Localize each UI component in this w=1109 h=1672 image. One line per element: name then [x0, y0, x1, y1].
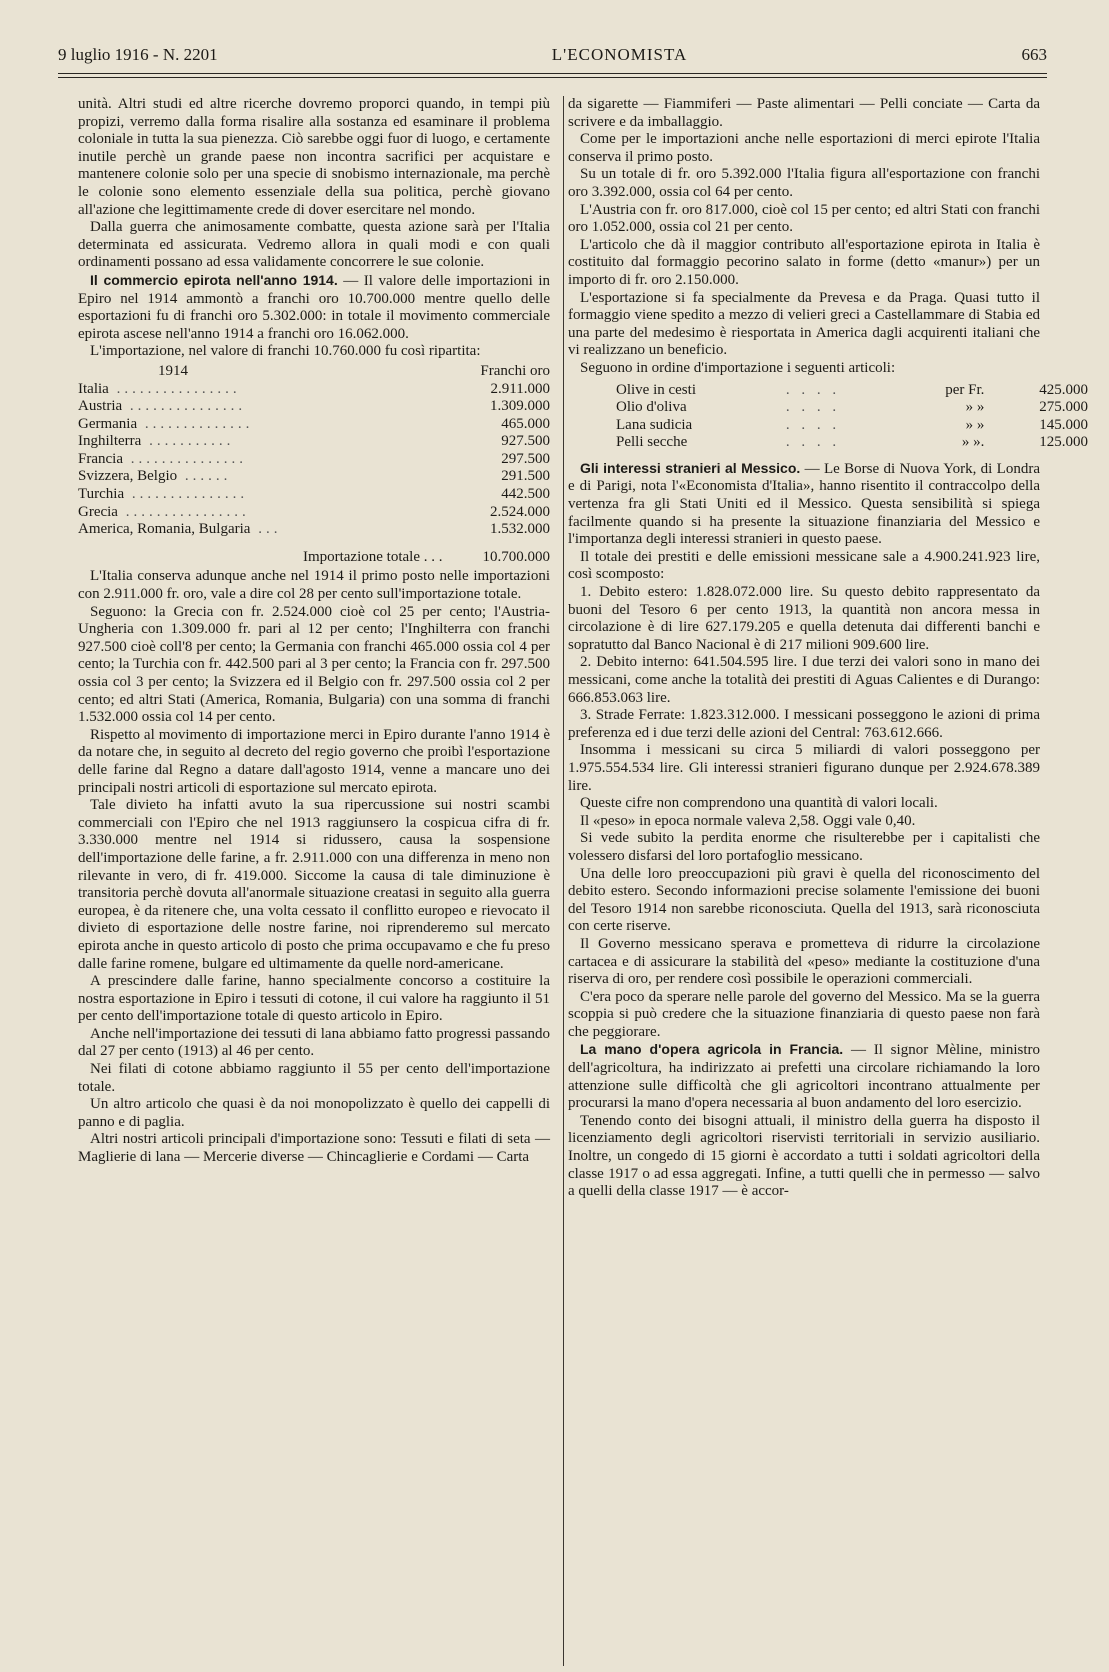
issue-date: 9 luglio 1916 - N. 2201 — [58, 45, 218, 64]
column-divider — [563, 96, 564, 1666]
paragraph: unità. Altri studi ed altre ricerche dovremo proporci quando, in tempi più propizi, verremo dalla forma risalire alla sostanza ed esaminare il problema coloniale in tutta la sua pienezza. Ciò sarebbe oggi fuor di luogo, e certamente inutile perchè un grande paese non incontra sacrifici per acquistare e mantenere colonie solo per una specie di snobismo internazionale, ma perchè le colonie sono elemento essenziale della sua politica, perchè giovano all'azione che legittimamente crede di dover esercitare nel mondo. — [78, 96, 550, 218]
paragraph: Su un totale di fr. oro 5.392.000 l'Italia figura all'esportazione con franchi oro 3.392.000, ossia col 64 per cento. — [568, 166, 1040, 200]
paragraph: Un altro articolo che quasi è da noi monopolizzato è quello dei cappelli di panno e di paglia. — [78, 1096, 550, 1130]
table-row — [78, 521, 550, 539]
paragraph: 2. Debito interno: 641.504.595 lire. I due terzi dei valori sono in mano dei messicani, come anche la totalità dei prestiti di Aguas Calientes e di Durango: 666.853.063 lire. — [568, 654, 1040, 706]
paragraph: A prescindere dalle farine, hanno specialmente concorso a costituire la nostra esportazione in Epiro i tessuti di cotone, il cui valore ha raggiunto il 51 per cento dell'importazione totale di questo articolo in Epiro. — [78, 973, 550, 1025]
section-messico — [568, 460, 1040, 549]
country-name: Turchia — [78, 486, 125, 503]
leader-dots: . . . . — [785, 399, 841, 416]
country-name: America, Romania, Bulgaria — [78, 521, 251, 538]
article-name: Olive in cesti — [616, 381, 696, 398]
paragraph: Altri nostri articoli principali d'importazione sono: Tessuti e filati di seta — Maglierie di lana — Mercerie diverse — Chincaglierie e Cordami — Carta — [78, 1131, 550, 1166]
country-cell — [78, 416, 443, 434]
paragraph: L'esportazione si fa specialmente da Prevesa e da Praga. Quasi tutto il formaggio viene spedito a mezzo di velieri greci a Castellammare di Stabia ed una parte del medesimo è riesportata in America dagli acquirenti italiani che vi realizzano un beneficio. — [568, 289, 1040, 359]
country-name: Germania — [78, 415, 138, 432]
table-row — [78, 433, 550, 451]
paragraph: Il Governo messicano sperava e prometteva di ridurre la circolazione cartacea e di assicurare la stabilità del «peso» mediante la costituzione d'una riserva di oro, per rendere così possibile le operazioni commerciali. — [568, 935, 1040, 988]
paragraph: Seguono in ordine d'importazione i seguenti articoli: — [580, 359, 896, 376]
leader-dots: ................ — [117, 503, 250, 520]
leader-dots: ............... — [122, 398, 247, 415]
value-cell: 1.532.000 — [490, 521, 550, 538]
total-label: Importazione totale . . . — [302, 548, 443, 565]
value-cell: 465.000 — [501, 415, 550, 432]
value-cell: 297.500 — [501, 450, 550, 467]
article-name: Pelli secche — [616, 434, 688, 451]
currency-marker: per Fr. — [945, 381, 985, 398]
leader-dots: . . . . — [785, 416, 841, 433]
leader-dots: .............. — [137, 415, 254, 432]
table-row — [78, 451, 550, 469]
leader-dots: ............... — [124, 486, 249, 503]
section-intro: — Il valore delle importazioni in Epiro nel 1914 ammontò a franchi oro 10.700.000 mentre quello delle esportazioni fu di franchi oro 5.302.000: in totale il movimento commerciale epirota ascese nell'anno 1914 a franchi oro 16.062.000. — [78, 272, 550, 342]
value-cell: 291.500 — [501, 468, 550, 485]
paragraph: Tenendo conto dei bisogni attuali, il ministro della guerra ha disposto il licenziamento degli agricoltori riservisti territoriali in servizio ausiliario. Inoltre, un congedo di 15 giorni è accordato a tutti i soldati agricoltori della classe 1917 o ad essa aggregati. Infine, a tutti quelli che in permesso — salvo a quelli della classe 1917 — è accor- — [568, 1112, 1040, 1200]
country-name: Italia — [78, 380, 109, 397]
table-row — [78, 416, 550, 434]
paragraph: Il totale dei prestiti e delle emissioni messicane sale a 4.900.241.923 lire, così scomposto: — [568, 548, 1040, 583]
section-epiro — [78, 272, 550, 343]
country-name: Svizzera, Belgio — [78, 468, 178, 485]
article-value: 275.000 — [1039, 399, 1088, 416]
paragraph: L'Italia conserva adunque anche nel 1914 il primo posto nelle importazioni con 2.911.000 fr. oro, vale a dire col 28 per cento sull'importazione totale. — [78, 568, 550, 603]
right-column — [568, 96, 1088, 1201]
table-total — [78, 549, 550, 567]
leader-dots: ................ — [108, 380, 241, 397]
article-value: 125.000 — [1039, 434, 1088, 451]
paragraph: Dalla guerra che animosamente combatte, questa azione sarà per l'Italia determinata ed assicurata. Vedremo allora in quali modi e con quali ordinamenti possano ad essa validamente concorrere le sue colonie. — [78, 219, 550, 271]
left-column — [78, 96, 550, 1167]
header-rule-thin — [58, 77, 1047, 78]
article-row — [616, 399, 1088, 417]
leader-dots: ...... — [177, 468, 232, 485]
article-row — [616, 417, 1088, 435]
article-name: Olio d'oliva — [616, 399, 687, 416]
table-row — [78, 468, 550, 486]
country-cell — [78, 451, 443, 469]
section-title: Gli interessi stranieri al Messico. — [580, 459, 801, 476]
value-cell: 2.911.000 — [490, 380, 550, 397]
section-intro: — Le Borse di Nuova York, di Londra e di Parigi, nota l'«Economista d'Italia», hanno risentito il contraccolpo della vertenza fra gli Stati Uniti ed il Messico. Questa sensibilità si spiega facilmente quando si ha presente la situazione finanziaria del Messico e l'importanza degli interessi stranieri in questo paese. — [568, 460, 1041, 548]
paragraph: Si vede subito la perdita enorme che risulterebbe per i capitalisti che volessero disfarsi del loro portafoglio messicano. — [568, 830, 1040, 864]
country-cell — [78, 521, 443, 539]
country-cell — [78, 486, 443, 504]
country-cell — [78, 468, 443, 486]
table-header — [78, 361, 550, 381]
paragraph: L'Austria con fr. oro 817.000, cioè col 15 per cento; ed altri Stati con franchi oro 1.052.000, ossia col 21 per cento. — [568, 201, 1040, 236]
article-row — [616, 382, 1088, 400]
import-table — [78, 381, 550, 539]
currency-marker: » » — [965, 399, 985, 416]
article-name: Lana sudicia — [616, 416, 693, 433]
country-name: Grecia — [78, 503, 118, 520]
value-cell: 2.524.000 — [490, 503, 550, 520]
paragraph: C'era poco da sperare nelle parole del governo del Messico. Ma se la guerra scoppia si può credere che la situazione finanziaria di questo paese non farà che peggiorare. — [568, 988, 1040, 1040]
paragraph: 3. Strade Ferrate: 1.823.312.000. I messicani posseggono le azioni di prima preferenza ed i due terzi delle azioni del Central: 763.612.666. — [568, 707, 1040, 741]
currency-marker: » ». — [961, 434, 985, 451]
country-cell — [78, 398, 443, 416]
section-intro: — Il signor Mèline, ministro dell'agricoltura, ha indirizzato ai prefetti una circolare richiamando la loro attenzione sulle difficoltà che gli agricoltori incontrano attualmente per procurarsi la mano d'opera necessaria al buon andamento del loro esercizio. — [568, 1042, 1041, 1112]
table-row — [78, 486, 550, 504]
paragraph: Seguono: la Grecia con fr. 2.524.000 cioè col 25 per cento; l'Austria-Ungheria con 1.309.000 fr. pari al 12 per cento; l'Inghilterra con franchi 927.500 cioè coll'8 per cento; la Germania con franchi 465.000 ossia col 4 per cento; la Turchia con fr. 442.500 pari al 3 per cento; la Francia con fr. 297.500 ossia col 3 per cento; la Svizzera ed il Belgio con fr. 297.500 ossia col 2 per cento; ed altri Stati (America, Romania, Bulgaria) con una somma di franchi 1.532.000 ossia col 14 per cento. — [78, 603, 550, 726]
paragraph: da sigarette — Fiammiferi — Paste alimentari — Pelli conciate — Carta da scrivere e da imballaggio. — [568, 96, 1040, 130]
paragraph: Anche nell'importazione dei tessuti di lana abbiamo fatto progressi passando dal 27 per cento (1913) al 46 per cento. — [78, 1025, 550, 1060]
section-title: La mano d'opera agricola in Francia. — [580, 1041, 844, 1058]
paragraph: L'articolo che dà il maggior contributo all'esportazione epirota in Italia è costituito dal formaggio pecorino salato in forme (detto «manur») per un importo di fr. oro 2.150.000. — [568, 236, 1040, 288]
table-row — [78, 398, 550, 416]
country-cell — [78, 504, 443, 522]
country-name: Inghilterra — [78, 433, 142, 450]
paragraph: Queste cifre non comprendono una quantità di valori locali. — [580, 795, 938, 812]
article-value: 145.000 — [1039, 416, 1088, 433]
leader-dots: ... — [250, 521, 282, 538]
paragraph: Rispetto al movimento di importazione merci in Epiro durante l'anno 1914 è da notare che, in seguito al decreto del regio governo che proibì l'esportazione delle farine dal Regno a datare dall'agosto 1914, venne a mancare uno dei principali nostri articoli di esportazione sul mercato epirota. — [78, 726, 550, 796]
journal-title: L'ECONOMISTA — [551, 45, 688, 64]
header-rule — [58, 73, 1047, 74]
section-francia — [568, 1041, 1040, 1112]
paragraph: Nei filati di cotone abbiamo raggiunto il 55 per cento dell'importazione totale. — [78, 1061, 550, 1095]
table-row — [78, 381, 550, 399]
country-name: Francia — [78, 450, 123, 467]
paragraph: 1. Debito estero: 1.828.072.000 lire. Su questo debito rappresentato da buoni del Tesoro 6 per cento 1913, la quantità non ancora messa in circolazione è di lire 627.179.205 e quella detenuta dai differenti banchi e sopratutto dal Banco Nacional è di 217 milioni 909.600 lire. — [568, 584, 1040, 653]
page-header — [58, 42, 1047, 68]
total-value: 10.700.000 — [482, 548, 550, 565]
paragraph: Tale divieto ha infatti avuto la sua ripercussione sui nostri scambi commerciali con l'Epiro che nel 1913 raggiunsero la cospicua cifra di fr. 3.330.000 mentre nel 1914 si ridussero, causa la sospensione dell'importazione delle farine, a fr. 2.911.000 con una differenza in meno non rilevante in vero, di fr. 419.000. Siccome la causa di tale diminuzione è transitoria perchè dovuta all'anormale situazione creatasi in seguito alla guerra europea, è da ritenere che, una volta cessato il conflitto europeo e rievocato il divieto di esportazione delle nostre farine, noi riprenderemo sul mercato epirota anche in questo articolo di posto che prima occupavamo e che fu preso dalle farine romene, bulgare ed ultimamente da quelle nord-americane. — [78, 797, 550, 972]
country-name: Austria — [78, 398, 123, 415]
article-row — [616, 434, 1088, 452]
country-cell — [78, 433, 443, 451]
paragraph: L'importazione, nel valore di franchi 10.760.000 fu così ripartita: — [90, 343, 481, 360]
paragraph: Come per le importazioni anche nelle esportazioni di merci epirote l'Italia conserva il primo posto. — [568, 131, 1040, 165]
leader-dots: ........... — [141, 433, 235, 450]
currency-marker: » » — [965, 416, 985, 433]
page-number: 663 — [1021, 45, 1047, 64]
table-header-unit: Franchi oro — [480, 362, 550, 379]
value-cell: 927.500 — [501, 433, 550, 450]
paragraph: Insomma i messicani su circa 5 miliardi di valori posseggono per 1.975.554.534 lire. Gli interessi stranieri figurano dunque per 2.924.678.389 lire. — [568, 742, 1040, 794]
export-articles-table — [616, 382, 1088, 452]
value-cell: 442.500 — [501, 486, 550, 503]
article-value: 425.000 — [1039, 381, 1088, 398]
table-row — [78, 504, 550, 522]
leader-dots: . . . . — [785, 434, 841, 451]
leader-dots: ............... — [122, 450, 247, 467]
paragraph: Una delle loro preoccupazioni più gravi è quella del riconoscimento del debito estero. Secondo informazioni precise solamente l'emissione dei buoni del Tesoro 1914 non sarebbe riconosciuta. Quella del 1913, sarà riconosciuta con certe riserve. — [568, 865, 1040, 935]
country-cell — [78, 381, 443, 399]
value-cell: 1.309.000 — [490, 398, 550, 415]
section-title: Il commercio epirota nell'anno 1914. — [90, 271, 338, 288]
paragraph: Il «peso» in epoca normale valeva 2,58. Oggi vale 0,40. — [580, 812, 916, 829]
leader-dots: . . . . — [785, 381, 841, 398]
table-header-year: 1914 — [158, 362, 188, 379]
